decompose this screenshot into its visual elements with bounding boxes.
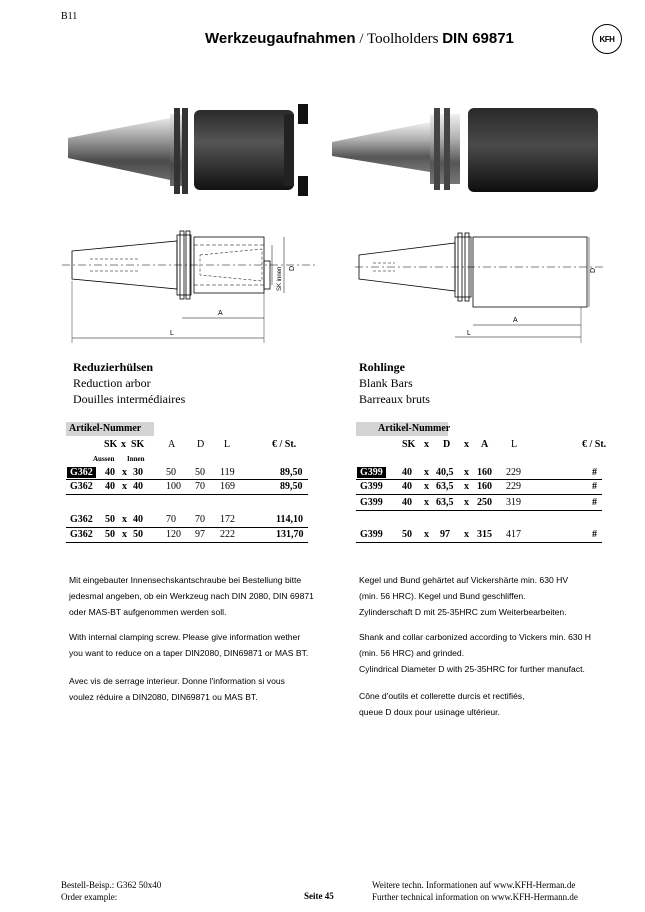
subheader-outer: Aussen [93,455,115,463]
kfh-logo: KFH [592,24,622,54]
left-notes-en: With internal clamping screw. Please give information wether you want to reduce on a taper DIN2080, DIN69871 or MAS BT. [69,632,309,658]
blank-bar-photo [330,100,600,200]
col-a: A [481,439,489,450]
row-divider [66,542,308,543]
right-notes-de: Kegel und Bund gehärtet auf Vickershärte min. 630 HV (min. 56 HRC). Kegel und Bund geschliffen. Zylinderschaft D mit 25-35HRC zum Weiterbearbeiten. [359,575,569,617]
dimension-l-label: L [467,330,471,337]
col-l: L [511,439,518,450]
subheader-inner: Innen [127,455,145,463]
table-row: G399 40 x 63,5 x 160 229 # [360,481,597,492]
blank-bar-drawing [355,215,610,345]
col-d: D [443,439,451,450]
left-notes-de: Mit eingebauter Innensechskantschraube bei Bestellung bitte jedesmal angeben, ob ein Werkzeug nach DIN 2080, DIN 69871 oder MAS-BT aufgenommen werden soll. [69,575,314,617]
table-row: G362 40 x 30 50 50 119 89,50 [70,466,310,481]
table-row: G362 40 x 40 100 70 169 89,50 [70,481,303,492]
table-row: G362 50 x 40 70 70 172 114,10 [70,514,303,525]
left-notes-fr: Avec vis de serrage interieur. Donne l'information si vous voulez réduire a DIN2080, DIN69871 ou MAS BT. [69,676,285,702]
dimension-d-label: D [590,267,597,273]
table-row: G399 40 x 63,5 x 250 319 # [360,497,597,508]
table-row: G399 50 x 97 x 315 417 # [360,529,597,540]
order-example: Bestell-Beisp.: G362 50x40 Order example: [61,880,162,902]
reduction-arbor-photo [62,100,322,200]
col-sk: SK [402,439,416,450]
right-notes-fr: Cône d'outils et collerette durcis et rectifiés, queue D doux pour usinage ultérieur. [359,691,525,717]
dimension-sk-label: SK innen [277,266,283,291]
col-x: x [424,439,429,450]
dimension-d-label: D [289,265,296,271]
row-divider [356,542,602,543]
col-sk-outer: SK [104,439,118,450]
page-code: B11 [61,11,78,22]
reduction-arbor-drawing [62,215,322,345]
right-table-header: Artikel-Nummer [378,423,451,434]
dimension-a-label: A [513,317,518,324]
col-x: x [464,439,469,450]
row-divider [66,494,308,495]
row-divider [356,494,602,495]
page-title: Werkzeugaufnahmen / Toolholders DIN 69871 [205,30,514,47]
left-section-heading: Reduzierhülsen Reduction arbor Douilles intermédiaires [73,360,186,406]
table-row: G362 50 x 50 120 97 222 131,70 [70,529,304,540]
row-divider [356,510,602,511]
col-price: € / St. [272,439,297,450]
dimension-l-label: L [170,330,174,337]
col-x: x [121,439,126,450]
table-row: G399 40 x 40,5 x 160 229 # [360,466,602,481]
right-section-heading: Rohlinge Blank Bars Barreaux bruts [359,360,430,406]
dimension-a-label: A [218,310,223,317]
col-sk-inner: SK [131,439,145,450]
page-number: Seite 45 [304,891,334,901]
col-a: A [168,439,176,450]
footer-info: Weitere techn. Informationen auf www.KFH-Herman.de Further technical information on www.KFH-Hermann.de [372,880,578,902]
col-l: L [224,439,231,450]
right-notes-en: Shank and collar carbonized according to Vickers min. 630 H (min. 56 HRC) and grinded. Cylindrical Diameter D with 25-35HRC for further manufact. [359,632,591,674]
left-table-header: Artikel-Nummer [69,423,142,434]
col-d: D [197,439,205,450]
col-price: € / St. [582,439,607,450]
